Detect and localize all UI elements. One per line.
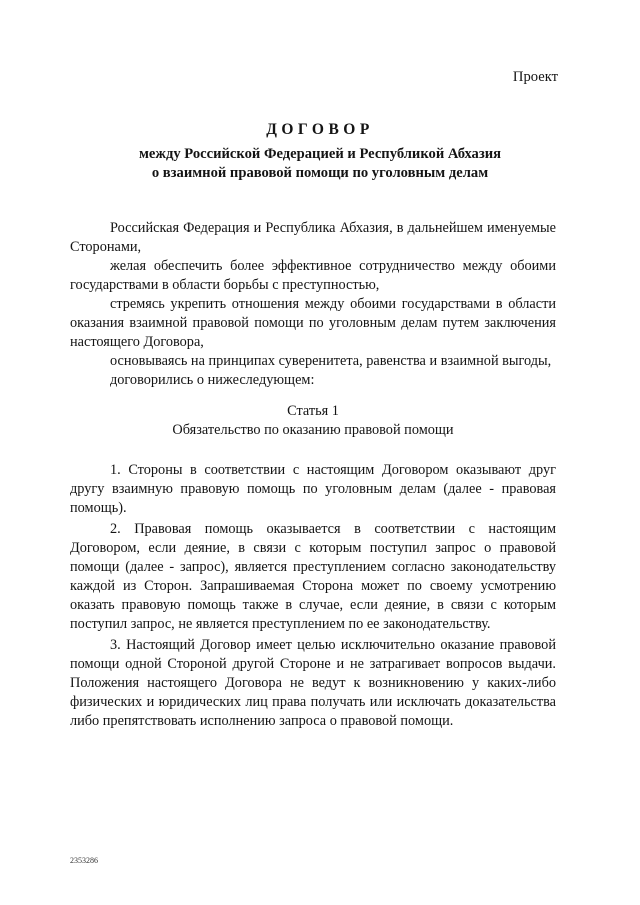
project-label: Проект — [512, 69, 558, 85]
document-body — [70, 219, 556, 731]
article-paragraph-1: 1. Стороны в соответствии с настоящим Договором оказывают друг другу взаимную правовую помощь по уголовным делам (далее - правовая помощь). — [70, 462, 556, 516]
document-subtitle — [0, 145, 640, 183]
preamble-paragraph-3: стремясь укрепить отношения между обоими государствами в области оказания взаимной правовой помощи по уголовным делам путем заключения настоящего Договора, — [70, 296, 556, 350]
preamble-paragraph-1: Российская Федерация и Республика Абхазия, в дальнейшем именуемые Сторонами, — [70, 220, 556, 255]
subtitle-line-1: между Российской Федерацией и Республикой Абхазия — [138, 146, 502, 162]
document-code: 2353286 — [70, 856, 98, 865]
subtitle-line-2: о взаимной правовой помощи по уголовным делам — [151, 165, 489, 181]
article-paragraph-2: 2. Правовая помощь оказывается в соответствии с настоящим Договором, если деяние, в связи с которым поступил запрос о правовой помощи (далее - запрос), является преступлением согласно законодательству каждой из Сторон. Запрашиваемая Сторона может по своему усмотрению оказать правовую помощь также в случае, если деяние, в связи с которым поступил запрос, не является преступлением по ее законодательству. — [70, 521, 556, 632]
article-heading: Статья 1 — [287, 403, 339, 419]
preamble-paragraph-2: желая обеспечить более эффективное сотрудничество между обоими государствами в области борьбы с преступностью, — [70, 258, 556, 293]
preamble-paragraph-5: договорились о нижеследующем: — [110, 372, 315, 388]
document-title: ДОГОВОР — [266, 121, 374, 138]
article-caption: Обязательство по оказанию правовой помощи — [172, 422, 454, 438]
preamble-paragraph-4: основываясь на принципах суверенитета, равенства и взаимной выгоды, — [110, 353, 552, 369]
article-paragraph-3: 3. Настоящий Договор имеет целью исключительно оказание правовой помощи одной Стороной другой Стороне и не затрагивает вопросов выдачи. Положения настоящего Договора не ведут к возникновению у каких-либо физических и юридических лиц права получать или исключать доказательства либо препятствовать исполнению запроса о правовой помощи. — [70, 637, 556, 729]
